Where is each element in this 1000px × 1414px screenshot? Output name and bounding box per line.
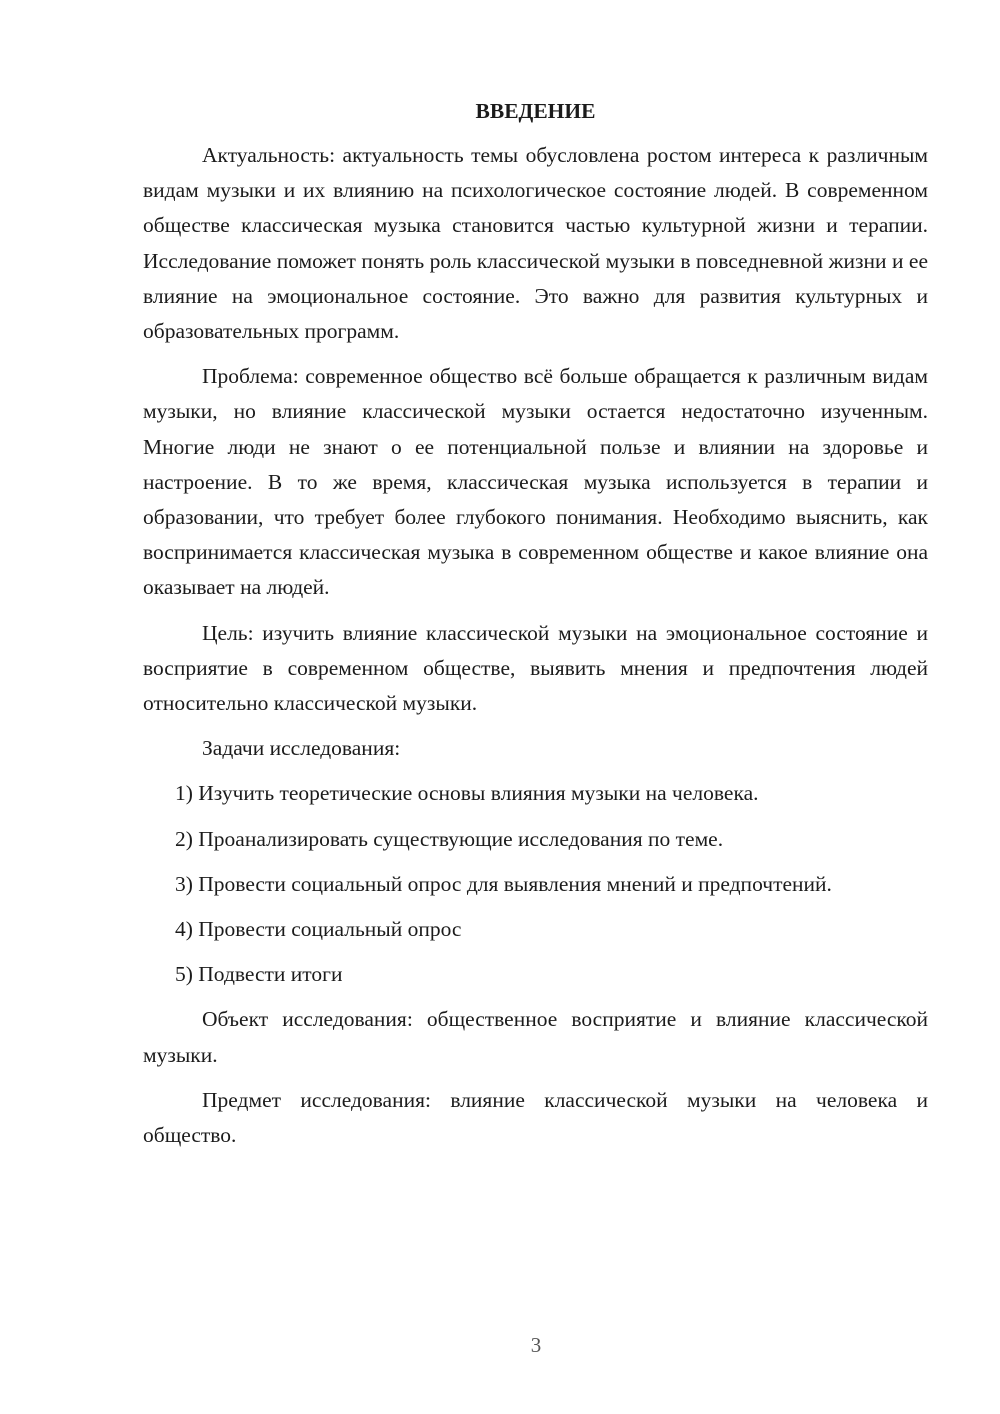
relevance-paragraph: Актуальность: актуальность темы обусловлена ростом интереса к различным видам музыки и их влиянию на психологическое состояние людей. В современном обществе классическая музыка становится частью культурной жизни и терапии. Исследование поможет понять роль классической музыки в повседневной жизни и ее влияние на эмоциональное состояние. Это важно для развития культурных и образовательных программ. (143, 143, 928, 344)
problem-paragraph: Проблема: современное общество всё больше обращается к различным видам музыки, но влияние классической музыки остается недостаточно изученным. Многие люди не знают о ее потенциальной пользе и влиянии на здоровье и настроение. В то же время, классическая музыка используется в терапии и образовании, что требует более глубокого понимания. Необходимо выяснить, как воспринимается классическая музыка в современном обществе и какое влияние она оказывает на людей. (143, 364, 928, 600)
subject-paragraph: Предмет исследования: влияние классической музыки на человека и общество. (143, 1087, 928, 1148)
tasks-heading: Задачи исследования: (202, 736, 401, 761)
object-paragraph: Объект исследования: общественное восприятие и влияние классической музыки. (143, 1007, 928, 1067)
task-item: 3) Провести социальный опрос для выявления мнений и предпочтений. (175, 871, 832, 896)
goal-paragraph: Цель: изучить влияние классической музыки на эмоциональное состояние и восприятие в современном обществе, выявить мнения и предпочтения людей относительно классической музыки. (143, 620, 928, 716)
task-item: 1) Изучить теоретические основы влияния музыки на человека. (175, 781, 759, 806)
page-content (143, 93, 928, 1163)
task-item: 4) Провести социальный опрос (175, 917, 462, 942)
page-number: 3 (530, 1333, 542, 1357)
section-title: ВВЕДЕНИЕ (475, 99, 596, 123)
task-item: 2) Проанализировать существующие исследования по теме. (175, 826, 724, 851)
task-item: 5) Подвести итоги (175, 962, 343, 987)
